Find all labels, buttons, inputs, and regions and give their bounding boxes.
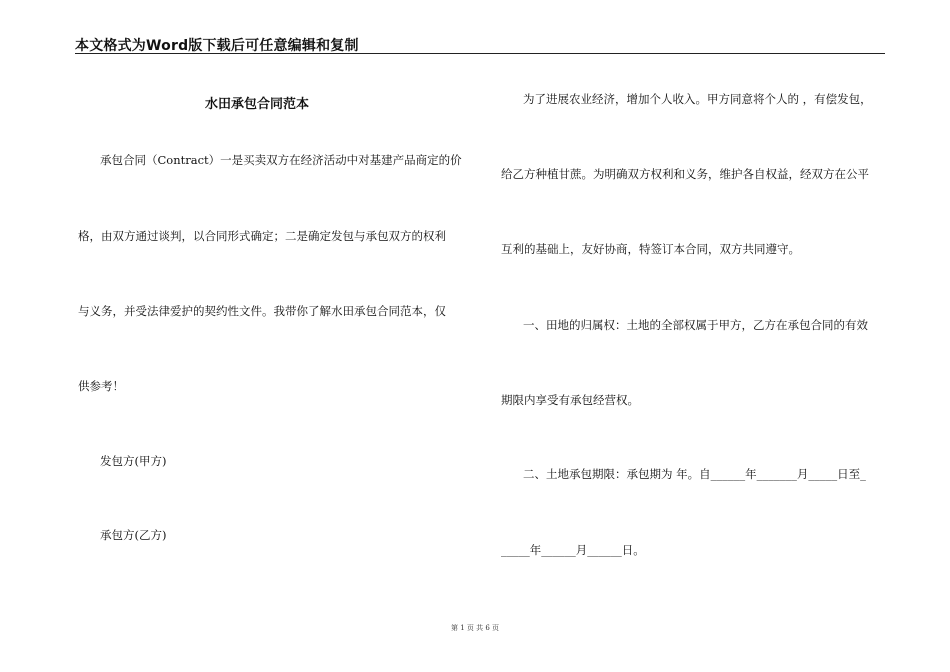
document-header (75, 36, 885, 54)
paragraph-line: 供参考！ (78, 379, 124, 393)
paragraph-line: 互利的基础上，友好协商，特签订本合同，双方共同遵守。 (501, 242, 800, 256)
paragraph-line: 给乙方种植甘蔗。为明确双方权利和义务，维护各自权益，经双方在公平 (501, 167, 869, 181)
clause-one-line: 期限内享受有承包经营权。 (501, 393, 639, 407)
document-title: 水田承包合同范本 (205, 97, 310, 112)
paragraph-line: 与义务，并受法律爱护的契约性文件。我带你了解水田承包合同范本，仅 (78, 304, 446, 318)
clause-two-line: 二、土地承包期限：承包期为 年。自______年_______月_____日至_ (523, 467, 866, 481)
paragraph-line: 承包合同（Contract）一是买卖双方在经济活动中对基建产品商定的价 (100, 153, 462, 167)
clause-two-line: _____年______月______日。 (501, 543, 645, 557)
clause-one-line: 一、田地的归属权：土地的全部权属于甲方，乙方在承包合同的有效 (523, 318, 868, 332)
header-text: 本文格式为Word版下载后可任意编辑和复制 (75, 38, 359, 54)
page-number: 第 1 页 共 6 页 (450, 624, 500, 632)
party-a-label: 发包方(甲方) (100, 454, 167, 468)
party-b-label: 承包方(乙方) (100, 528, 167, 542)
paragraph-line: 为了进展农业经济，增加个人收入。甲方同意将个人的 ，有偿发包， (523, 92, 872, 106)
paragraph-line: 格，由双方通过谈判，以合同形式确定；二是确定发包与承包双方的权利 (78, 229, 446, 243)
